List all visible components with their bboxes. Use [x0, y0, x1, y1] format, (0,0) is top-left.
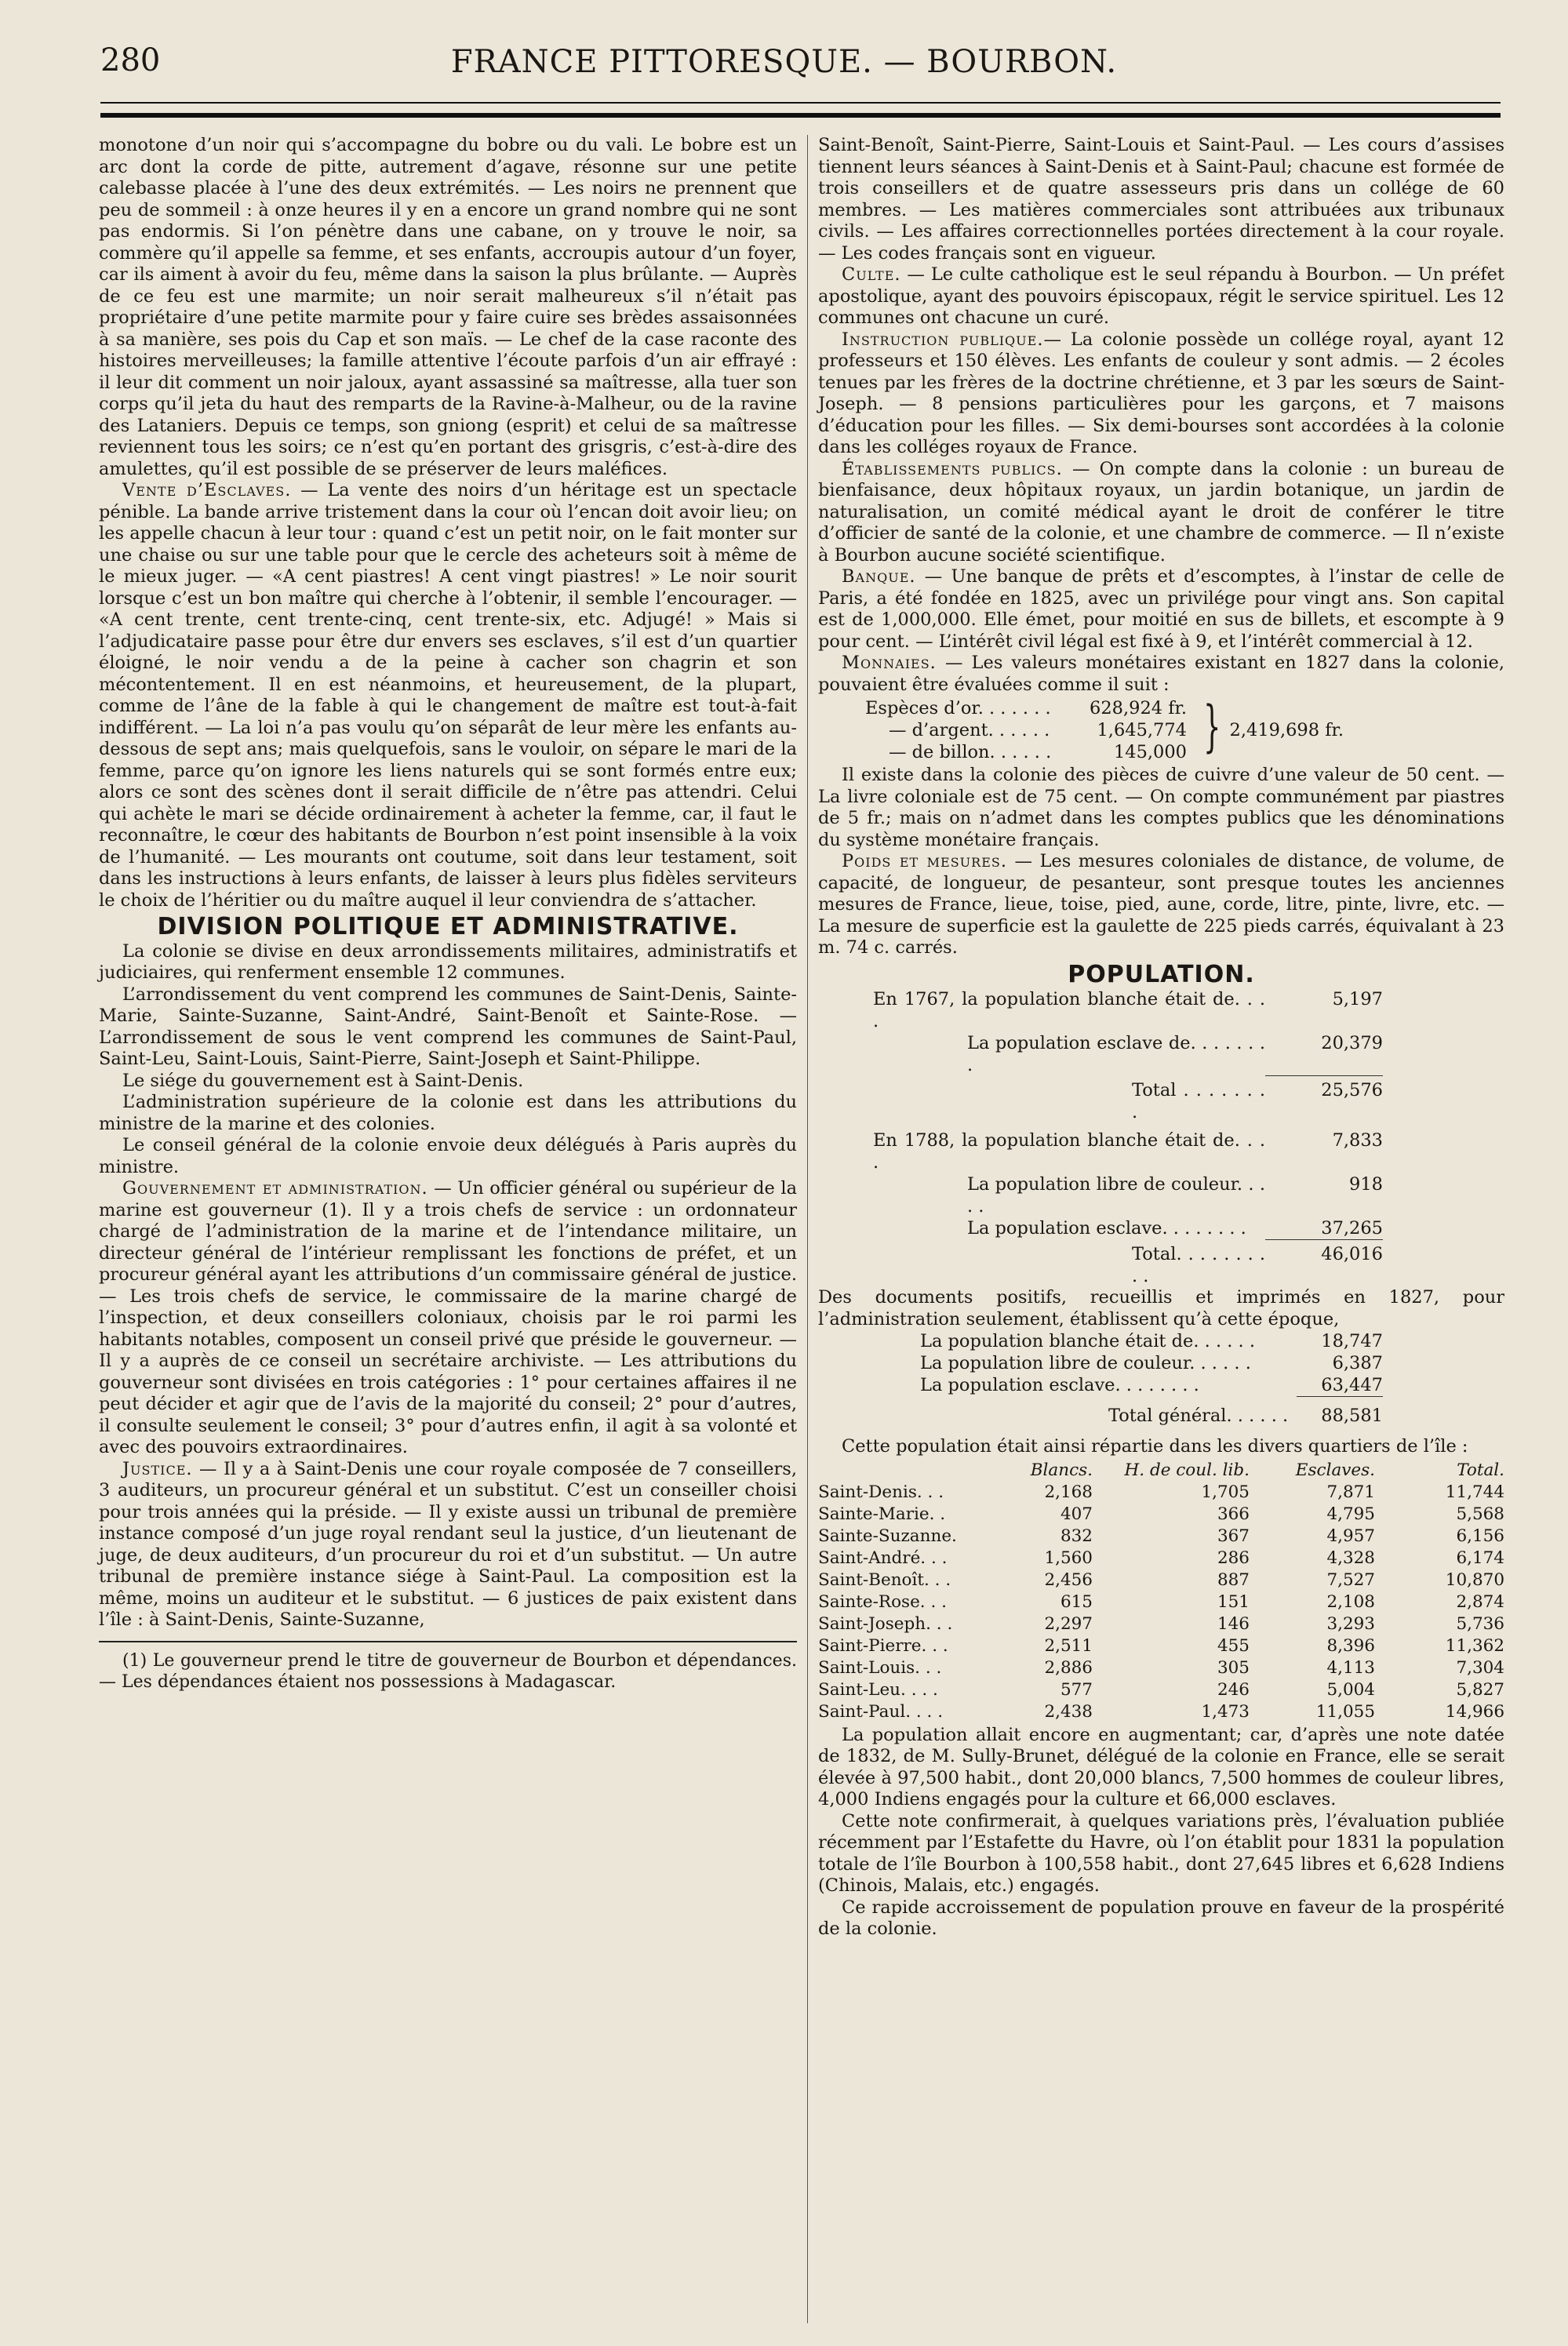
paragraph	[818, 459, 1504, 567]
row-value: 88,581	[1321, 1406, 1383, 1426]
cell-blancs: 2,456	[1044, 1569, 1093, 1590]
cell-total: 14,966	[1445, 1701, 1504, 1722]
table-row	[818, 1526, 1504, 1548]
paragraph-text: — Une banque de prêts et d’escomptes, à l’instar de celle de Paris, a été fondée en 1825, avec un privilége pour vingt ans. Son capital est de 1,000,000. Elle émet, pour moitié en sus de billets, et escompte à 9 pour cent. — L’intérêt civil légal est fixé à 9, et l’intérêt commercial à 12.	[818, 566, 1504, 652]
cell-total: 5,827	[1456, 1679, 1504, 1700]
paragraph: Des documents positifs, recueillis et imprimés en 1827, pour l’administration seulement, établissent qu’à cette époque,	[818, 1287, 1504, 1329]
paragraph	[99, 480, 797, 911]
table-row	[818, 1352, 1504, 1374]
row-value: 25,576	[1321, 1080, 1383, 1100]
cell-libres: 146	[1217, 1613, 1250, 1634]
paragraph: La colonie se divise en deux arrondissements militaires, administratifs et judiciaires, qui renferment ensemble 12 communes.	[99, 940, 797, 983]
cell-esclaves: 11,055	[1315, 1701, 1375, 1722]
row-label: En 1788, la population blanche était de. . . .	[873, 1130, 1265, 1173]
cell-blancs: 2,168	[1044, 1482, 1093, 1502]
cell-libres: 305	[1217, 1657, 1250, 1678]
column-header: H. de coul. lib.	[1124, 1460, 1250, 1480]
table-row	[818, 1613, 1504, 1635]
section-lead: Instruction publique.	[842, 329, 1044, 350]
cell-blancs: 407	[1060, 1504, 1093, 1524]
cell-libres: 286	[1217, 1548, 1250, 1568]
row-value: 18,747	[1321, 1331, 1383, 1351]
table-row	[818, 1217, 1504, 1240]
table-row	[865, 741, 1195, 763]
table-row	[818, 1032, 1504, 1076]
paragraph	[818, 566, 1504, 653]
column-header	[818, 1460, 999, 1482]
cell-blancs: 2,511	[1044, 1635, 1093, 1656]
paragraph: Le conseil général de la colonie envoie deux délégués à Paris auprès du ministre.	[99, 1135, 797, 1177]
row-label: — d’argent. . . . . .	[889, 720, 1050, 740]
row-value: 6,387	[1332, 1353, 1383, 1373]
quarter-name: Sainte-Rose. . .	[818, 1591, 947, 1612]
cell-blancs: 1,560	[1044, 1548, 1093, 1568]
row-value: 63,447	[1297, 1374, 1383, 1397]
cell-libres: 1,473	[1201, 1701, 1250, 1722]
row-label: La population esclave. . . . . . . .	[920, 1375, 1199, 1395]
table-row	[865, 697, 1195, 719]
page-number: 280	[100, 42, 161, 78]
footnote-rule	[99, 1641, 797, 1642]
table-row	[818, 1591, 1504, 1613]
paragraph: Cette population était ainsi répartie dans les divers quartiers de l’île :	[842, 1436, 1468, 1457]
paragraph: Saint-Benoît, Saint-Pierre, Saint-Louis et Saint-Paul. — Les cours d’assises tiennent leurs séances à Saint-Denis et à Saint-Paul; chacune est formée de trois conseillers et de quatre assesseurs pris dans un collége de 60 membres. — Les matières commerciales sont attribuées aux tribunaux civils. — Les affaires correctionnelles portées directement à la cour royale. — Les codes français sont en vigueur.	[818, 135, 1504, 264]
paragraph-text: — On compte dans la colonie : un bureau de bienfaisance, deux hôpitaux royaux, un jardin botanique, un jardin de naturalisation, un comité médical ayant le droit de conférer le titre d’officier de santé de la colonie, et une chambre de commerce. — Il n’existe à Bourbon aucune société scientifique.	[818, 458, 1504, 566]
quarter-name: Sainte-Suzanne.	[818, 1526, 957, 1546]
cell-esclaves: 7,871	[1326, 1482, 1375, 1502]
table-row	[818, 1079, 1504, 1123]
page-title: FRANCE PITTORESQUE. — BOURBON.	[450, 44, 1118, 80]
table-row	[818, 1657, 1504, 1679]
brace: }	[1203, 694, 1221, 758]
section-lead: Monnaies.	[842, 653, 937, 673]
cell-total: 11,744	[1445, 1482, 1504, 1502]
paragraph-text: — Un officier général ou supérieur de la marine est gouverneur (1). Il y a trois chefs de service : un ordonnateur chargé de l’administration de la marine et de l’intendance militaire, un directeur général de l’intérieur remplissant les fonctions de préfet, et un procureur général ayant les attributions d’un commissaire général de justice. — Les trois chefs de service, le commissaire de la marine chargé de l’inspection, et deux conseillers coloniaux, choisis par le roi parmi les habitants notables, composent un conseil privé que préside le gouverneur. — Il y a auprès de ce conseil un secrétaire archiviste. — Les attributions du gouverneur sont divisées en trois catégories : 1° pour certaines affaires il ne peut décider et agir que de l’avis de la majorité du conseil; 2° pour d’autres, il consulte seulement le conseil; 3° pour d’autres enfin, il agit à sa volonté et avec des pouvoirs extraordinaires.	[99, 1178, 797, 1457]
paragraph-text: — Il y a à Saint-Denis une cour royale composée de 7 conseillers, 3 auditeurs, un procureur général et un substitut. C’est un conseiller choisi pour trois années qui la préside. — Il y existe aussi un tribunal de première instance composé d’un juge royal rendant seul la justice, d’un lieutenant de juge, de deux auditeurs, d’un procureur du roi et d’un substitut. — Un autre tribunal de première instance siége à Saint-Paul. La composition est la même, moins un auditeur et le substitut. — 6 justices de paix existent dans l’île : à Saint-Denis, Sainte-Suzanne,	[99, 1458, 797, 1630]
cell-esclaves: 8,396	[1326, 1635, 1375, 1656]
row-label: Espèces d’or. . . . . . .	[865, 698, 1051, 718]
right-column	[818, 135, 1504, 1940]
cell-libres: 366	[1217, 1504, 1250, 1524]
cell-blancs: 832	[1060, 1526, 1093, 1546]
paragraph: L’administration supérieure de la colonie est dans les attributions du ministre de la marine et des colonies.	[99, 1092, 797, 1134]
section-lead: Gouvernement et administration.	[122, 1178, 428, 1198]
population-1767	[818, 988, 1504, 1123]
table-row	[818, 1243, 1504, 1287]
table-header-row	[818, 1460, 1504, 1482]
quarter-name: Saint-Louis. . .	[818, 1657, 942, 1678]
row-value: 46,016	[1321, 1244, 1383, 1264]
quarter-name: Saint-Denis. . .	[818, 1482, 944, 1502]
row-label: La population esclave. . . . . . . .	[967, 1218, 1246, 1238]
cell-blancs: 577	[1060, 1679, 1093, 1700]
paragraph: Il existe dans la colonie des pièces de cuivre d’une valeur de 50 cent. — La livre coloniale est de 75 cent. — On compte communément par piastres de 5 fr.; mais on n’admet dans les comptes publics que les dénominations du système monétaire français.	[818, 765, 1504, 850]
cell-blancs: 615	[1060, 1591, 1093, 1612]
table-row	[818, 1374, 1504, 1397]
section-lead: Vente d’Esclaves.	[122, 480, 292, 500]
cell-libres: 246	[1217, 1679, 1250, 1700]
cell-esclaves: 4,795	[1326, 1504, 1375, 1524]
cell-libres: 1,705	[1201, 1482, 1250, 1502]
cell-esclaves: 4,113	[1326, 1657, 1375, 1678]
section-lead: Établissements publics.	[842, 458, 1063, 479]
cell-esclaves: 3,293	[1326, 1613, 1375, 1634]
cell-total: 6,156	[1456, 1526, 1504, 1546]
row-value: 628,924 fr.	[1090, 698, 1187, 718]
table-row	[818, 1548, 1504, 1569]
row-label: La population libre de couleur. . . . . .	[920, 1353, 1251, 1373]
paragraph-text: — Les valeurs monétaires existant en 1827 dans la colonie, pouvaient être évaluées comme il suit :	[818, 653, 1504, 695]
cell-esclaves: 4,957	[1326, 1526, 1375, 1546]
quarter-name: Saint-Pierre. . .	[818, 1635, 948, 1656]
column-header: Esclaves.	[1295, 1460, 1375, 1480]
paragraph: La population allait encore en augmentant; car, d’après une note datée de 1832, de M. Sully-Brunet, délégué de la colonie en France, elle se serait élevée à 97,500 habit., dont 20,000 blancs, 7,500 hommes de couleur libres, 4,000 Indiens engagés pour la culture et 66,000 esclaves.	[818, 1724, 1504, 1810]
cell-blancs: 2,438	[1044, 1701, 1093, 1722]
paragraph	[99, 1459, 797, 1631]
cell-total: 7,304	[1456, 1657, 1504, 1678]
row-label: Total . . . . . . . .	[1132, 1080, 1265, 1122]
population-1827	[818, 1330, 1504, 1427]
table-row	[818, 1173, 1504, 1217]
paragraph	[818, 329, 1504, 459]
cell-total: 6,174	[1456, 1548, 1504, 1568]
row-value: 1,645,774	[1097, 720, 1187, 740]
quarter-name: Saint-Joseph. . .	[818, 1613, 953, 1634]
section-lead: Culte.	[842, 264, 901, 285]
paragraph: monotone d’un noir qui s’accompagne du bobre ou du vali. Le bobre est un arc dont la corde de pitte, autrement d’agave, résonne sur une petite calebasse placée à l’une des deux extrémités. — Les noirs ne prennent que peu de sommeil : à onze heures il y en a encore un grand nombre qui ne sont pas endormis. Si l’on pénètre dans une cabane, on y trouve le noir, sa commère qu’il appelle sa femme, et ses enfants, accroupis autour d’un foyer, car ils aiment à avoir du feu, même dans la saison la plus brûlante. — Auprès de ce feu est une marmite; un noir serait malheureux s’il n’était pas propriétaire d’une petite marmite pour y faire cuire ses brèdes assaisonnées à sa manière, ses pois du Cap et son maïs. — Le chef de la case raconte des histoires merveilleuses; la famille attentive l’écoute parfois d’un air effrayé : il leur dit comment un noir jaloux, ayant assassiné sa maîtresse, alla tuer son corps qu’il jeta du haut des remparts de la Ravine-à-Malheur, ou de la ravine des Lataniers. Depuis ce temps, son gniong (esprit) et celui de sa maîtresse reviennent tous les soirs; ce n’est qu’en portant des grisgris, c’est-à-dire des amulettes, qu’il est possible de se préserver de leurs maléfices.	[99, 135, 797, 479]
table-row	[818, 988, 1504, 1032]
row-value: 7,833	[1332, 1130, 1383, 1151]
cell-esclaves: 5,004	[1326, 1679, 1375, 1700]
section-lead: Banque.	[842, 566, 916, 587]
table-row	[818, 1330, 1504, 1352]
table-row	[818, 1635, 1504, 1657]
quarters-table	[818, 1460, 1504, 1723]
quarter-name: Saint-Paul. . . .	[818, 1701, 944, 1722]
cell-total: 2,874	[1456, 1591, 1504, 1612]
paragraph: Ce rapide accroissement de population prouve en faveur de la prospérité de la colonie.	[818, 1897, 1504, 1939]
row-label: Total. . . . . . . . . .	[1132, 1244, 1265, 1286]
table-row	[818, 1405, 1504, 1427]
row-label: En 1767, la population blanche était de. . . .	[873, 989, 1265, 1031]
table-row	[865, 719, 1195, 741]
cell-blancs: 2,886	[1044, 1657, 1093, 1678]
row-label: — de billon. . . . . .	[889, 742, 1052, 762]
cell-blancs: 2,297	[1044, 1613, 1093, 1634]
table-row	[818, 1482, 1504, 1504]
header-rule	[100, 102, 1501, 118]
cell-esclaves: 4,328	[1326, 1548, 1375, 1568]
row-value: 918	[1349, 1174, 1383, 1195]
row-value: 37,265	[1265, 1217, 1383, 1240]
column-divider	[807, 135, 808, 2323]
section-lead: Justice.	[122, 1458, 193, 1479]
table-row	[818, 1569, 1504, 1591]
section-lead: Poids et mesures.	[842, 851, 1008, 871]
table-row	[818, 1701, 1504, 1723]
quarter-name: Saint-Benoît. . .	[818, 1569, 951, 1590]
cell-libres: 367	[1217, 1526, 1250, 1546]
row-value: 145,000	[1113, 742, 1187, 762]
population-1788	[818, 1129, 1504, 1287]
row-label: Total général. . . . . .	[1108, 1406, 1289, 1426]
table-row	[818, 1129, 1504, 1173]
footnote: (1) Le gouverneur prend le titre de gouverneur de Bourbon et dépendances. — Les dépendances étaient nos possessions à Madagascar.	[99, 1650, 797, 1692]
cell-libres: 151	[1217, 1591, 1250, 1612]
paragraph: Cette note confirmerait, à quelques variations près, l’évaluation publiée récemment par l’Estafette du Havre, où l’on établit pour 1831 la population totale de l’île Bourbon à 100,558 habit., dont 27,645 libres et 6,628 Indiens (Chinois, Malais, etc.) engagés.	[818, 1810, 1504, 1896]
quarter-name: Saint-Leu. . . .	[818, 1679, 938, 1700]
paragraph-text: — Le culte catholique est le seul répandu à Bourbon. — Un préfet apostolique, ayant des pouvoirs épiscopaux, régit le service spirituel. Les 12 communes ont chacune un curé.	[818, 264, 1504, 328]
paragraph: L’arrondissement du vent comprend les communes de Saint-Denis, Sainte-Marie, Sainte-Suzanne, Saint-André, Saint-Benoît et Sainte-Rose. — L’arrondissement de sous le vent comprend les communes de Saint-Paul, Saint-Leu, Saint-Louis, Saint-Pierre, Saint-Joseph et Saint-Philippe.	[99, 984, 797, 1069]
cell-total: 11,362	[1445, 1635, 1504, 1656]
left-column	[99, 135, 797, 1693]
cell-libres: 887	[1217, 1569, 1250, 1590]
quarter-name: Saint-André. . .	[818, 1548, 948, 1568]
cell-total: 5,736	[1456, 1613, 1504, 1634]
section-heading: DIVISION POLITIQUE ET ADMINISTRATIVE.	[157, 913, 739, 940]
column-header: Total.	[1457, 1460, 1504, 1480]
paragraph	[818, 653, 1504, 696]
row-value: 20,379	[1265, 1032, 1383, 1076]
paragraph	[99, 1178, 797, 1459]
money-total: 2,419,698 fr.	[1229, 720, 1344, 740]
table-row	[818, 1504, 1504, 1526]
section-heading: POPULATION.	[1068, 960, 1255, 988]
row-value: 5,197	[1332, 989, 1383, 1009]
row-label: La population esclave de. . . . . . . .	[967, 1033, 1265, 1075]
paragraph-text: — Les mesures coloniales de distance, de volume, de capacité, de longueur, de pesanteur, sont presque toutes les anciennes mesures de France, lieue, toise, pied, aune, corde, litre, pinte, livre, etc. — La mesure de superficie est la gaulette de 225 pieds carrés, équivalant à 23 m. 74 c. carrés.	[818, 851, 1504, 958]
cell-esclaves: 7,527	[1326, 1569, 1375, 1590]
table-row	[818, 1679, 1504, 1701]
cell-total: 5,568	[1456, 1504, 1504, 1524]
money-table	[865, 694, 1504, 763]
paragraph: Le siége du gouvernement est à Saint-Denis.	[122, 1070, 524, 1091]
paragraph	[818, 264, 1504, 329]
paragraph	[818, 851, 1504, 959]
row-label: La population blanche était de. . . . . .	[920, 1331, 1256, 1351]
quarter-name: Sainte-Marie. .	[818, 1504, 946, 1524]
column-header: Blancs.	[1030, 1460, 1093, 1480]
paragraph-text: — La colonie possède un collége royal, ayant 12 professeurs et 150 élèves. Les enfants de couleur y sont admis. — 2 écoles tenues par les frères de la doctrine chrétienne, et 3 par les sœurs de Saint-Joseph. — 8 pensions particulières pour les garçons, et 7 maisons d’éducation pour les filles. — Six demi-bourses sont accordées à la colonie dans les colléges royaux de France.	[818, 329, 1504, 457]
paragraph-text: — La vente des noirs d’un héritage est un spectacle pénible. La bande arrive tristement dans la cour où l’encan doit avoir lieu; on les appelle chacun à leur tour : quand c’est un petit noir, on le fait monter sur une chaise ou sur une table pour que le cercle des acheteurs soit à même de le mieux juger. — «A cent piastres! A cent vingt piastres! » Le noir sourit lorsque c’est un bon maître qui cherche à l’obtenir, il semble l’encourager. — «A cent trente, cent trente-cinq, cent trente-six, etc. Adjugé! » Mais si l’adjudicataire passe pour être dur envers ses esclaves, s’il est d’un quartier éloigné, le noir vendu a de la peine à cacher son chagrin et son mécontentement. Il en est néanmoins, et heureusement, de la plupart, comme de l’âne de la fable à qui le changement de maître est tout-à-fait indifférent. — La loi n’a pas voulu qu’on séparât de leur mère les enfants au-dessous de sept ans; mais quelquefois, sans le vouloir, on sépare le mari de la femme, parce qu’on ignore les liens naturels qui se sont formés entre eux; alors ce sont des scènes dont il serait difficile de n’être pas attendri. Celui qui achète le mari se décide ordinairement à acheter la femme, car, il faut le reconnaître, le cœur des habitants de Bourbon n’est point insensible à la voix de l’humanité. — Les mourants ont coutume, soit dans leur testament, soit dans les instructions à leurs enfants, de laisser à leurs plus fidèles serviteurs le choix de l’héritier ou du maître auquel il leur conviendra de s’attacher.	[99, 480, 797, 911]
cell-total: 10,870	[1445, 1569, 1504, 1590]
cell-libres: 455	[1217, 1635, 1250, 1656]
cell-esclaves: 2,108	[1326, 1591, 1375, 1612]
row-label: La population libre de couleur. . . . .	[967, 1174, 1265, 1217]
